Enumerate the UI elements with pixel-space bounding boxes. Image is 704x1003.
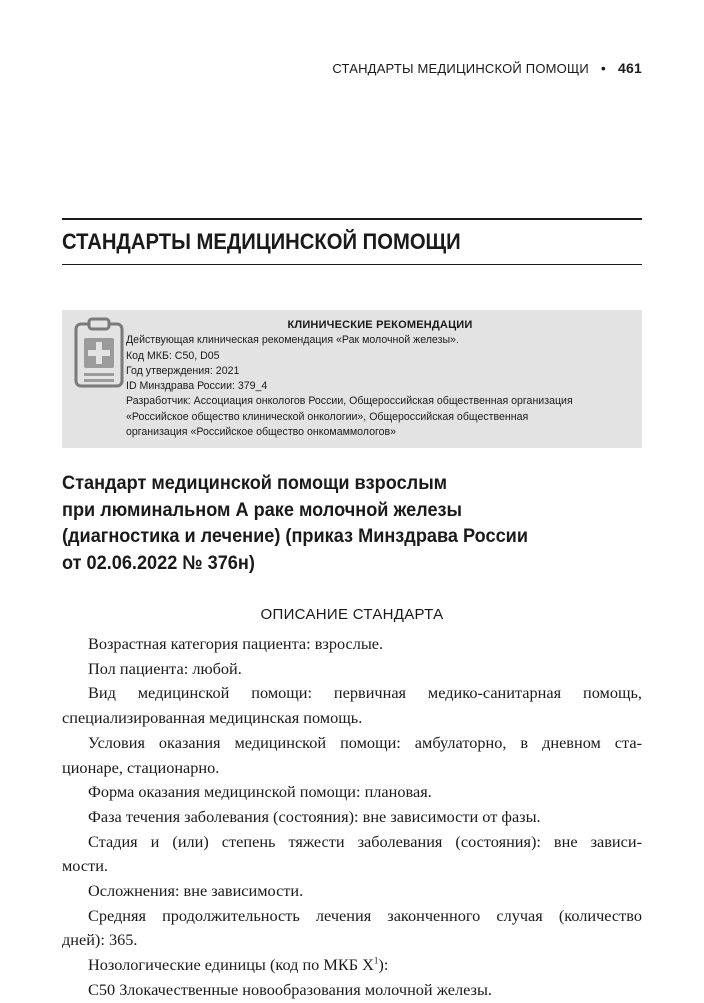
running-head <box>60 58 642 78</box>
description-body <box>62 632 642 1003</box>
standard-title-line: при люминальном А раке молочной железы <box>62 498 463 521</box>
recommendations-heading: КЛИНИЧЕСКИЕ РЕКОМЕНДАЦИИ <box>287 319 473 331</box>
disease-stage-line: мости. <box>62 856 108 876</box>
care-conditions-line: ционаре, стационарно. <box>62 757 220 777</box>
care-conditions-line: Условия оказания медицинской помощи: амбулаторно, в дневном ста- <box>88 732 642 752</box>
nosology-text-end: ): <box>378 955 389 975</box>
standard-title <box>62 470 654 576</box>
nosology-text: Нозологические единицы (код по МКБ X <box>88 955 374 975</box>
page-number: 461 <box>618 60 642 76</box>
treatment-duration-paragraph <box>62 904 642 953</box>
standard-title-line: Стандарт медицинской помощи взрослым <box>62 472 448 494</box>
disease-phase: Фаза течения заболевания (состояния): вне зависимости от фазы. <box>88 806 541 826</box>
recommendation-line: «Российское общество клинической онкологии», Общероссийская общественная <box>126 410 529 423</box>
recommendation-line: Код МКБ: C50, D05 <box>126 349 220 362</box>
complications: Осложнения: вне зависимости. <box>88 881 304 901</box>
care-type-paragraph <box>62 681 642 730</box>
recommendation-line: Разработчик: Ассоциация онкологов России, Общероссийская общественная организация <box>126 395 573 408</box>
standard-title-line: (диагностика и лечение) (приказ Минздрава России <box>62 525 528 547</box>
footnote-marker[interactable]: 1 <box>373 955 379 966</box>
section-title-bar <box>62 218 642 265</box>
recommendation-line: Действующая клиническая рекомендация «Рак молочной железы». <box>126 334 459 347</box>
age-category: Возрастная категория пациента: взрослые. <box>88 634 384 653</box>
disease-stage-paragraph <box>62 830 642 879</box>
recommendation-line: организация «Российское общество онкомаммологов» <box>126 426 397 439</box>
disease-stage-line: Стадия и (или) степень тяжести заболевания (состояния): вне зависи- <box>88 831 642 851</box>
recommendation-line: ID Минздрава России: 379_4 <box>126 380 268 393</box>
clipboard-medical-icon <box>72 316 126 390</box>
patient-sex: Пол пациента: любой. <box>88 658 242 678</box>
nosological-units <box>62 953 642 978</box>
recommendations-content <box>126 318 634 440</box>
care-type-line: специализированная медицинская помощь. <box>62 708 363 728</box>
running-head-bullet: • <box>600 60 607 76</box>
clinical-recommendations-box <box>62 310 642 448</box>
section-title: СТАНДАРТЫ МЕДИЦИНСКОЙ ПОМОЩИ <box>62 229 461 254</box>
icd-code-line: C50 Злокачественные новообразования молочной железы. <box>88 979 492 999</box>
running-head-title: СТАНДАРТЫ МЕДИЦИНСКОЙ ПОМОЩИ <box>332 60 589 76</box>
standard-title-line: от 02.06.2022 № 376н) <box>62 551 255 574</box>
care-form: Форма оказания медицинской помощи: плановая. <box>88 782 432 802</box>
care-conditions-paragraph <box>62 731 642 780</box>
treatment-duration-line: Средняя продолжительность лечения законченного случая (количество <box>88 905 642 925</box>
description-heading: ОПИСАНИЕ СТАНДАРТА <box>260 606 444 623</box>
recommendation-line: Год утверждения: 2021 <box>126 364 240 377</box>
care-type-line: Вид медицинской помощи: первичная медико-санитарная помощь, <box>88 683 642 703</box>
treatment-duration-line: дней): 365. <box>62 930 138 950</box>
